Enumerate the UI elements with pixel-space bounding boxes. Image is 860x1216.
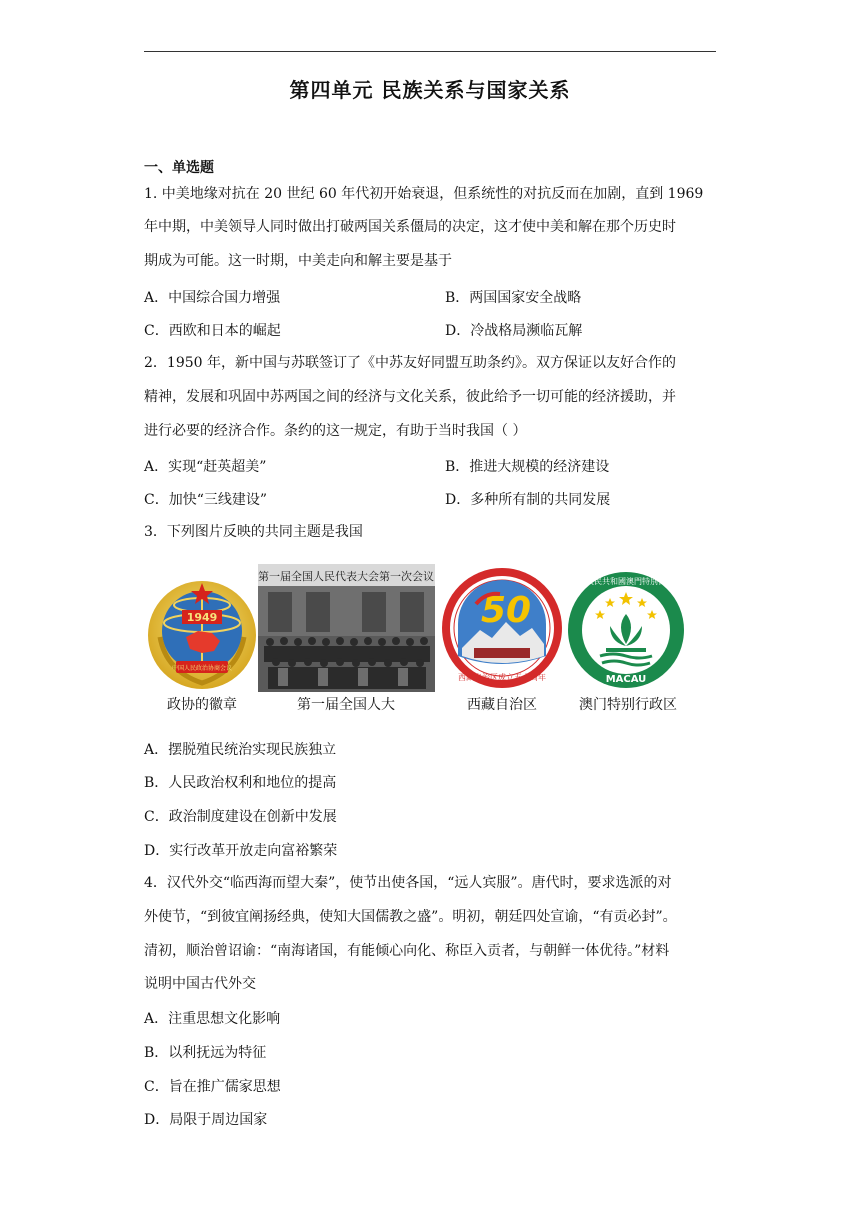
first-npc-photo-image [258,564,435,692]
q4-option-a[interactable]: A．注重思想文化影响 [144,1011,281,1027]
q2-option-c[interactable]: C．加快“三线建设” [144,492,268,508]
macau-emblem-image [566,570,686,690]
q3-option-b[interactable]: B．人民政治权利和地位的提高 [144,775,337,791]
header-rule [144,51,716,52]
q4-line-4: 说明中国古代外交 [144,976,256,992]
q4-option-b[interactable]: B．以利抚远为特征 [144,1045,267,1061]
q2-option-a[interactable]: A．实现“赶英超美” [144,459,267,475]
q1-option-d[interactable]: D．冷战格局濒临瓦解 [445,323,583,339]
cppcc-emblem-image [146,575,258,693]
q2-option-b[interactable]: B．推进大规模的经济建设 [445,459,610,475]
caption-macau: 澳门特别行政区 [579,697,677,713]
q4-option-c[interactable]: C．旨在推广儒家思想 [144,1079,281,1095]
tibet-number: 50 [480,590,532,631]
q3-option-d[interactable]: D．实行改革开放走向富裕繁荣 [144,843,338,859]
q1-option-a[interactable]: A．中国综合国力增强 [144,290,281,306]
q4-option-d[interactable]: D．局限于周边国家 [144,1112,268,1128]
q2-line-1: 2．1950 年，新中国与苏联签订了《中苏友好同盟互助条约》。双方保证以友好合作的 [144,355,676,371]
svg-text:中国人民政治协商会议: 中国人民政治协商会议 [171,665,233,672]
emblem-year: 1949 [186,611,218,624]
photo-banner-text: 第一届全国人民代表大会第一次会议 [258,570,434,583]
svg-text:西藏自治区成立五十周年: 西藏自治区成立五十周年 [458,673,546,682]
q4-line-2: 外使节，“到彼宜阐扬经典，使知大国儒教之盛”。明初，朝廷四处宣谕，“有贡必封”。 [144,909,677,925]
q4-line-1: 4．汉代外交“临西海而望大秦”，使节出使各国，“远人宾服”。唐代时，要求选派的对 [144,875,672,891]
caption-first-npc: 第一届全国人大 [297,697,395,713]
q1-line-1: 1. 中美地缘对抗在 20 世纪 60 年代初开始衰退，但系统性的对抗反而在加剧，直到 1969 [144,186,704,202]
tibet-emblem-image [440,564,564,692]
section-heading: 一、单选题 [144,160,214,176]
q3-line-1: 3．下列图片反映的共同主题是我国 [144,524,363,540]
svg-text:中華人民共和國澳門特別行政區: 中華人民共和國澳門特別行政區 [570,577,682,586]
q1-option-c[interactable]: C．西欧和日本的崛起 [144,323,281,339]
q1-option-b[interactable]: B．两国国家安全战略 [445,290,582,306]
q3-option-c[interactable]: C．政治制度建设在创新中发展 [144,809,337,825]
q4-line-3: 清初，顺治曾诏谕：“南海诸国，有能倾心向化、称臣入贡者，与朝鲜一体优待。”材料 [144,943,670,959]
caption-tibet: 西藏自治区 [467,697,537,713]
q1-line-2: 年中期，中美领导人同时做出打破两国关系僵局的决定，这才使中美和解在那个历史时 [144,219,676,235]
macau-text: MACAU [605,674,647,685]
q1-line-3: 期成为可能。这一时期，中美走向和解主要是基于 [144,253,452,269]
caption-cppcc: 政协的徽章 [167,697,237,713]
q2-line-2: 精神，发展和巩固中苏两国之间的经济与文化关系，彼此给予一切可能的经济援助，并 [144,389,676,405]
page-title: 第四单元 民族关系与国家关系 [289,78,571,102]
q3-option-a[interactable]: A．摆脱殖民统治实现民族独立 [144,742,337,758]
q2-line-3: 进行必要的经济合作。条约的这一规定，有助于当时我国（ ） [144,423,527,439]
q2-option-d[interactable]: D．多种所有制的共同发展 [445,492,611,508]
